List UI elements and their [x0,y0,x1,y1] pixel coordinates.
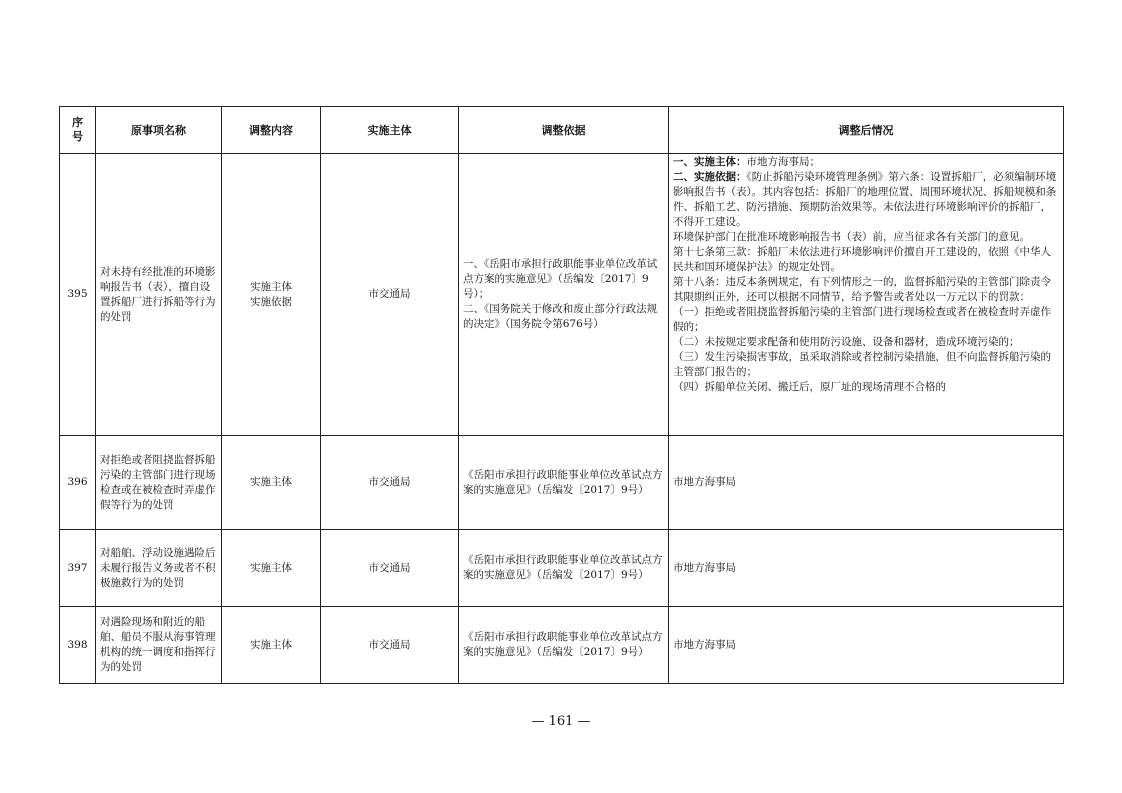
row-after: 市地方海事局 [669,607,1064,684]
after-line [673,170,1059,230]
adjustment-table [59,106,1064,684]
after-line: （四）拆船单位关闭、搬迁后，原厂址的现场清理不合格的 [673,381,946,393]
row-adjust-content: 实施主体 [222,436,321,530]
table-row [60,436,1064,530]
after-text: 市地方海事局； [746,156,820,168]
after-label: 二、实施依据： [673,171,747,183]
header-basis: 调整依据 [459,107,669,154]
row-seq: 397 [60,530,96,607]
row-after [669,154,1064,436]
row-seq: 395 [60,154,96,436]
header-after: 调整后情况 [669,107,1064,154]
row-subject: 市交通局 [321,607,459,684]
after-line: （三）发生污染损害事故，虽采取消除或者控制污染措施，但不向监督拆船污染的主管部门报告的； [673,351,1051,378]
header-subject: 实施主体 [321,107,459,154]
header-adjust-content: 调整内容 [222,107,321,154]
after-line: （一）拒绝或者阻挠监督拆船污染的主管部门进行现场检查或者在被检查时弄虚作假的； [673,306,1051,333]
adjust-content-text: 实施主体 实施依据 [250,280,292,308]
table-header-row [60,107,1064,154]
row-item-name: 对遇险现场和附近的船舶、船员不服从海事管理机构的统一调度和指挥行为的处罚 [96,607,222,684]
basis-text: 一、《岳阳市承担行政职能事业单位改革试点方案的实施意见》（岳编发〔2017〕9号）； 二、《国务院关于修改和废止部分行政法规的决定》（国务院令第676号） [463,258,658,330]
after-text: 《防止拆船污染环境管理条例》第六条：设置拆船厂，必须编制环境影响报告书（表）。其内容包括：拆船厂的地理位置、周围环境状况、拆船规模和条件、拆船工艺、防污措施、预期防治效果等。未依法进行环境影响评价的拆船厂，不得开工建设。 [673,171,1057,228]
row-basis: 《岳阳市承担行政职能事业单位改革试点方案的实施意见》（岳编发〔2017〕9号） [459,436,669,530]
header-item-name: 原事项名称 [96,107,222,154]
row-item-name: 对拒绝或者阻挠监督拆船污染的主管部门进行现场检查或在被检查时弄虚作假等行为的处罚 [96,436,222,530]
row-after: 市地方海事局 [669,436,1064,530]
row-adjust-content [222,154,321,436]
header-seq-line: 序 [72,116,83,129]
table-row [60,607,1064,684]
after-label: 一、实施主体： [673,156,747,168]
header-seq [60,107,96,154]
row-subject: 市交通局 [321,436,459,530]
row-subject: 市交通局 [321,154,459,436]
row-seq: 398 [60,607,96,684]
after-line: 第十八条：违反本条例规定，有下列情形之一的，监督拆船污染的主管部门除责令其限期纠正外，还可以根据不同情节，给予警告或者处以一万元以下的罚款： [673,276,1051,303]
table-row [60,154,1064,436]
row-item-name: 对未持有经批准的环境影响报告书（表），擅自设置拆船厂进行拆船等行为的处罚 [96,154,222,436]
page-number: — 161 — [531,714,591,729]
row-adjust-content: 实施主体 [222,607,321,684]
after-line: 第十七条第三款：拆船厂未依法进行环境影响评价擅自开工建设的，依照《中华人民共和国环境保护法》的规定处罚。 [673,246,1051,273]
header-seq-line: 号 [72,130,83,143]
row-after: 市地方海事局 [669,530,1064,607]
after-line: 环境保护部门在批准环境影响报告书（表）前，应当征求各有关部门的意见。 [673,231,1030,243]
after-line: （二）未按规定要求配备和使用防污设施、设备和器材，造成环境污染的； [673,336,1020,348]
row-basis: 《岳阳市承担行政职能事业单位改革试点方案的实施意见》（岳编发〔2017〕9号） [459,607,669,684]
after-line [673,155,1059,170]
table-row [60,530,1064,607]
row-seq: 396 [60,436,96,530]
row-adjust-content: 实施主体 [222,530,321,607]
row-basis [459,154,669,436]
row-item-name: 对船舶、浮动设施遇险后未履行报告义务或者不积极施救行为的处罚 [96,530,222,607]
row-basis: 《岳阳市承担行政职能事业单位改革试点方案的实施意见》（岳编发〔2017〕9号） [459,530,669,607]
row-subject: 市交通局 [321,530,459,607]
